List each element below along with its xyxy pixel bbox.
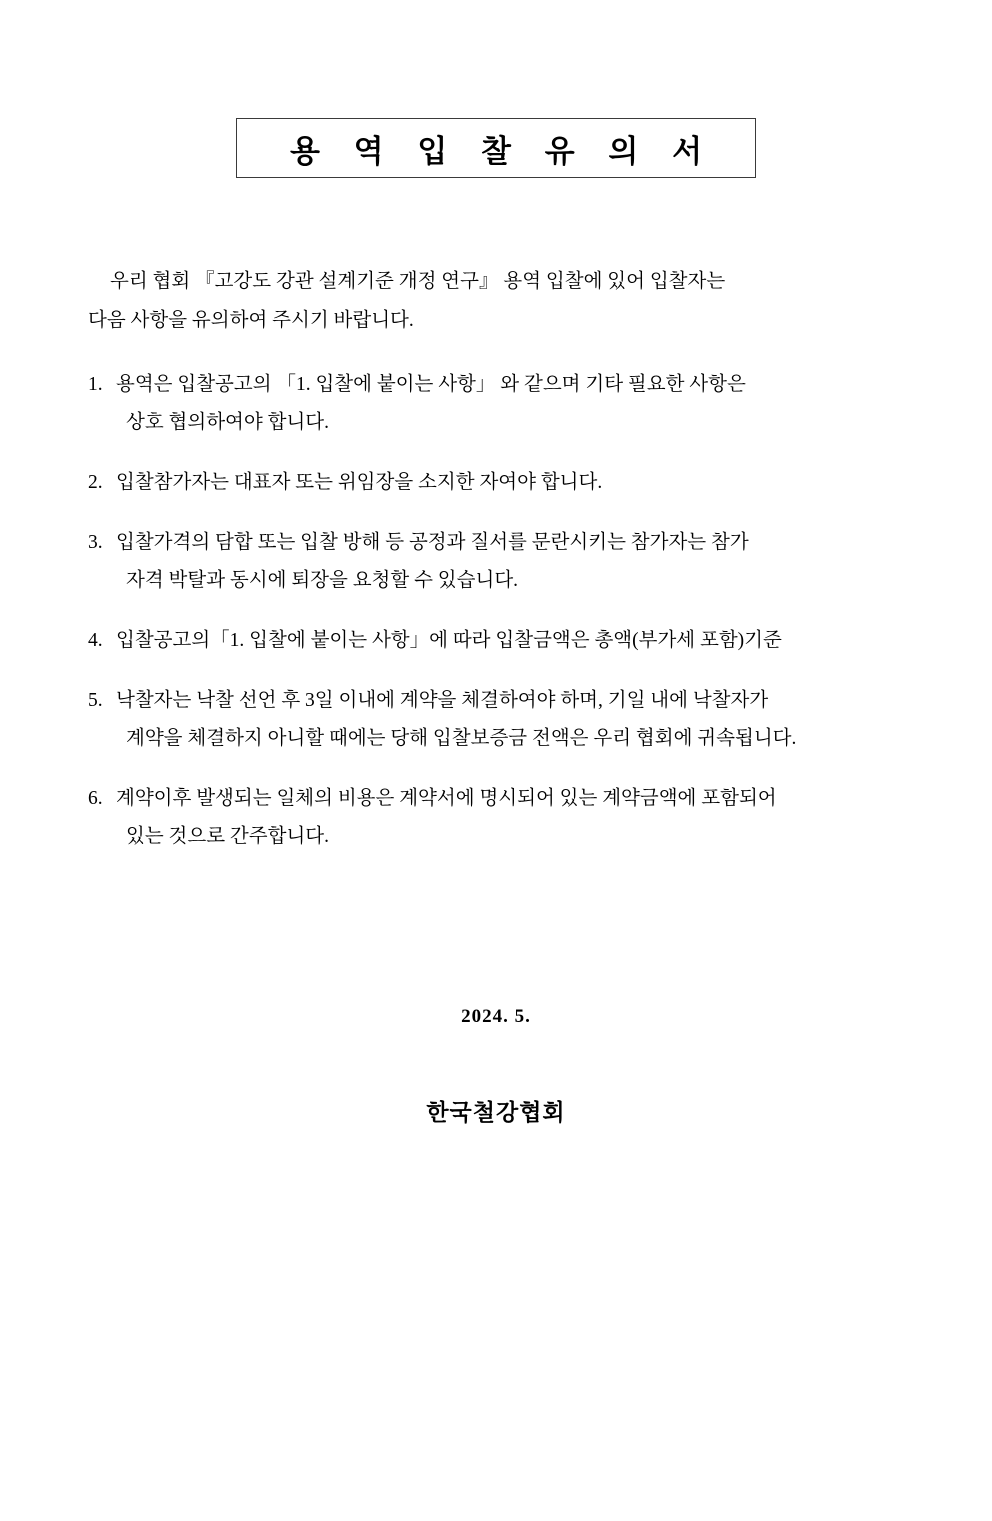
- clause-number: 6.: [88, 788, 103, 809]
- clause-line-1: 입찰참가자는 대표자 또는 위임장을 소지한 자여야 합니다.: [116, 472, 603, 493]
- clause-number: 1.: [88, 374, 103, 395]
- document-date: 2024. 5.: [461, 1006, 531, 1027]
- clause-line-1: 용역은 입찰공고의 「1. 입찰에 붙이는 사항」 와 같으며 기타 필요한 사항은: [116, 374, 746, 395]
- clause-item: [88, 524, 930, 600]
- clause-line-2: 상호 협의하여야 합니다.: [126, 412, 329, 433]
- clause-text: [116, 682, 930, 758]
- document-page: [0, 118, 992, 1521]
- clause-item: [88, 682, 930, 758]
- clause-line-2: 있는 것으로 간주합니다.: [126, 826, 329, 847]
- title-container: [0, 118, 992, 178]
- clause-line-1: 낙찰자는 낙찰 선언 후 3일 이내에 계약을 체결하여야 하며, 기일 내에 낙찰자가: [116, 690, 769, 711]
- intro-line-2: 다음 사항을 유의하여 주시기 바랍니다.: [88, 310, 414, 331]
- clause-text: [116, 780, 930, 856]
- clause-item: [88, 622, 930, 660]
- title-box: [236, 118, 756, 178]
- clause-text: [116, 622, 930, 660]
- clause-number: 2.: [88, 472, 103, 493]
- clause-text: [116, 366, 930, 442]
- organization-name: 한국철강협회: [426, 1100, 566, 1125]
- clause-item: [88, 464, 930, 502]
- document-body: [0, 262, 992, 856]
- clause-line-2: 계약을 체결하지 아니할 때에는 당해 입찰보증금 전액은 우리 협회에 귀속됩니다.: [126, 728, 797, 749]
- clause-item: [88, 780, 930, 856]
- clause-number: 4.: [88, 630, 103, 651]
- clause-text: [116, 524, 930, 600]
- clause-text: [116, 464, 930, 502]
- clause-number: 3.: [88, 532, 103, 553]
- page-title: 용 역 입 찰 유 의 서: [289, 133, 716, 169]
- clause-line-1: 입찰가격의 담합 또는 입찰 방해 등 공정과 질서를 문란시키는 참가자는 참가: [116, 532, 749, 553]
- intro-line-1: 우리 협회 『고강도 강관 설계기준 개정 연구』 용역 입찰에 있어 입찰자는: [110, 271, 726, 292]
- clause-line-2: 자격 박탈과 동시에 퇴장을 요청할 수 있습니다.: [126, 570, 519, 591]
- intro-paragraph: [88, 262, 930, 340]
- clause-list: [88, 366, 930, 856]
- clause-line-1: 입찰공고의「1. 입찰에 붙이는 사항」에 따라 입찰금액은 총액(부가세 포함)기준: [116, 630, 782, 651]
- clause-number: 5.: [88, 690, 103, 711]
- clause-line-1: 계약이후 발생되는 일체의 비용은 계약서에 명시되어 있는 계약금액에 포함되어: [116, 788, 777, 809]
- clause-item: [88, 366, 930, 442]
